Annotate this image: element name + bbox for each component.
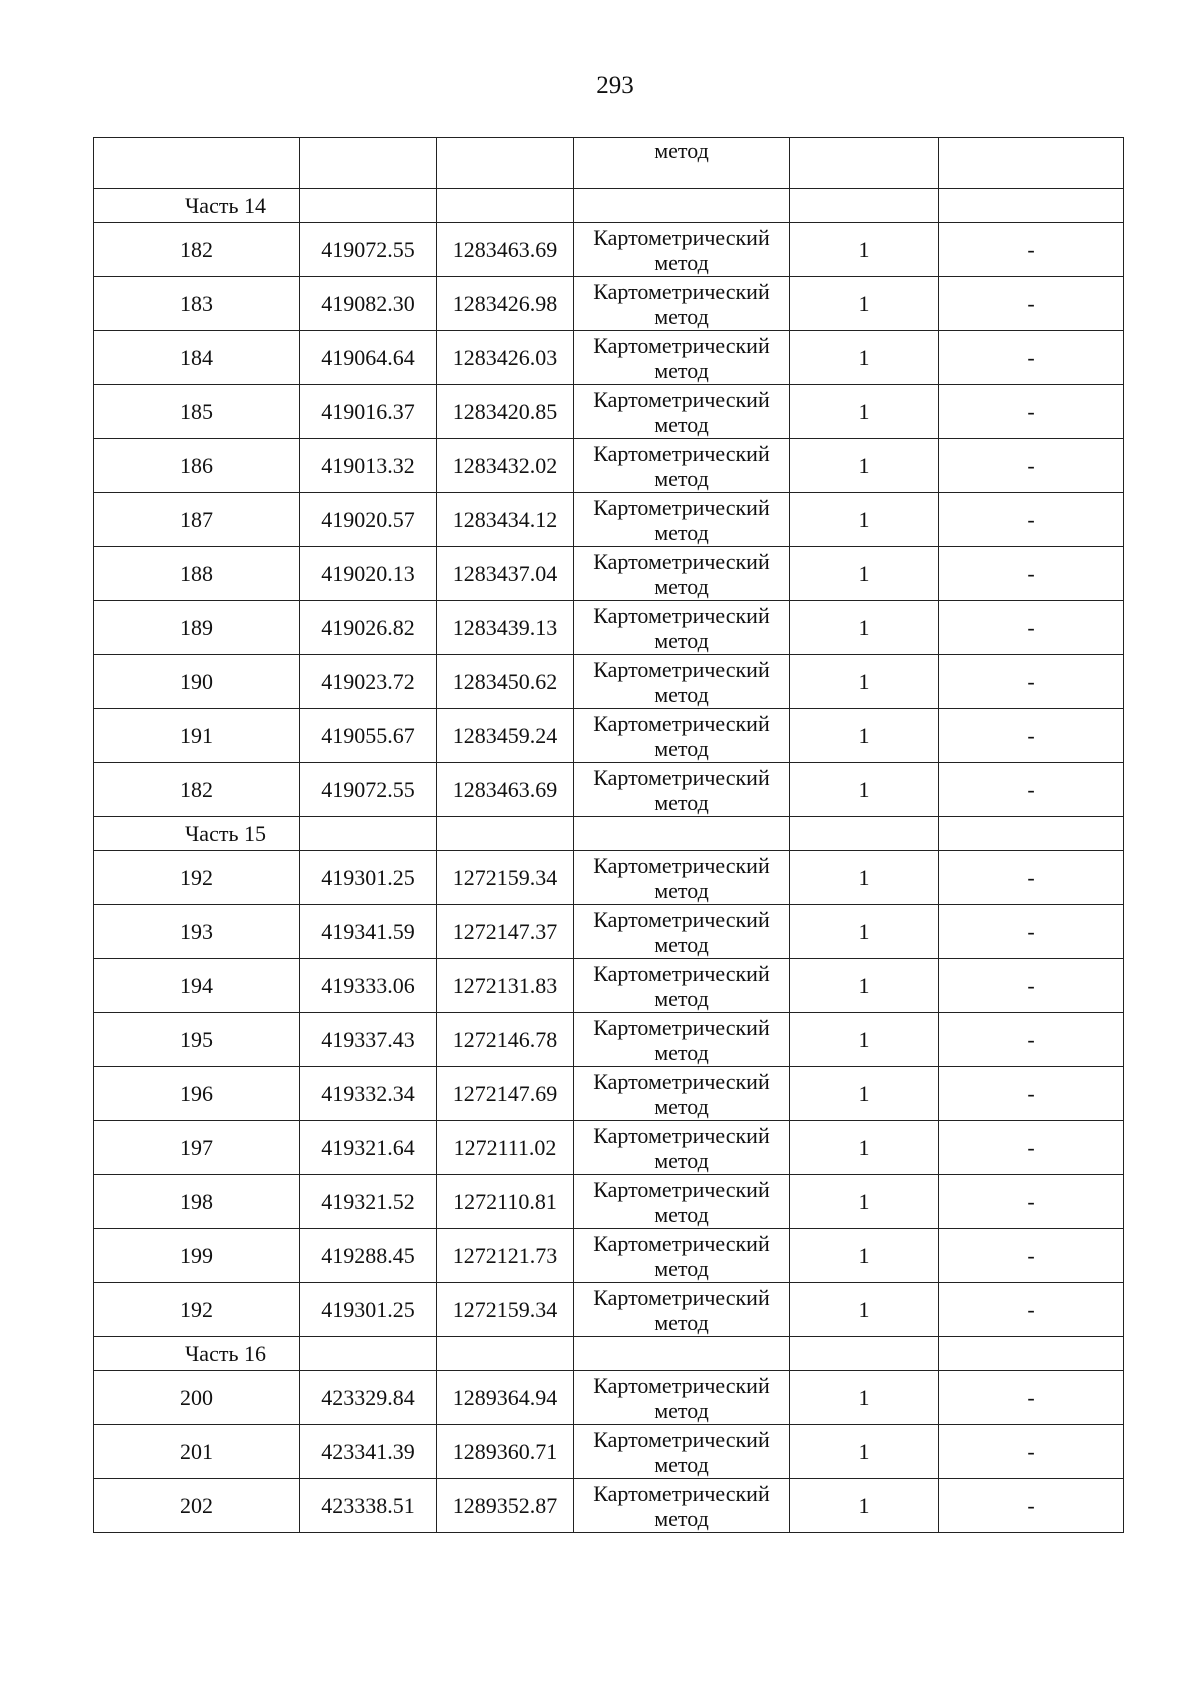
coord-y: 1283426.98 — [437, 277, 574, 331]
accuracy: 1 — [790, 385, 939, 439]
coord-x: 419072.55 — [300, 223, 437, 277]
description: - — [939, 709, 1124, 763]
accuracy: 1 — [790, 709, 939, 763]
accuracy: 1 — [790, 763, 939, 817]
continuation-row — [94, 138, 1124, 189]
description: - — [939, 223, 1124, 277]
description: - — [939, 439, 1124, 493]
coord-x: 423329.84 — [300, 1371, 437, 1425]
point-number: 186 — [94, 439, 300, 493]
accuracy: 1 — [790, 1175, 939, 1229]
method-text: Картометрический метод — [593, 764, 770, 815]
description: - — [939, 1175, 1124, 1229]
coord-x: 419332.34 — [300, 1067, 437, 1121]
coord-y: 1283426.03 — [437, 331, 574, 385]
table-row — [94, 439, 1124, 493]
method-text: Картометрический метод — [593, 1284, 770, 1335]
coord-y: 1283437.04 — [437, 547, 574, 601]
description: - — [939, 763, 1124, 817]
point-number: 182 — [94, 763, 300, 817]
coord-y: 1272147.69 — [437, 1067, 574, 1121]
section-label: Часть 15 — [94, 817, 300, 851]
table-row — [94, 1283, 1124, 1337]
method-text: Картометрический метод — [593, 1068, 770, 1119]
point-number: 192 — [94, 851, 300, 905]
method-text: Картометрический метод — [593, 1480, 770, 1531]
description: - — [939, 547, 1124, 601]
table-row — [94, 493, 1124, 547]
cell-method — [574, 1229, 790, 1283]
accuracy: 1 — [790, 1229, 939, 1283]
table-row — [94, 905, 1124, 959]
accuracy: 1 — [790, 1371, 939, 1425]
cell-method — [574, 138, 790, 189]
coord-y: 1272159.34 — [437, 851, 574, 905]
table-row — [94, 1371, 1124, 1425]
method-text: Картометрический метод — [593, 386, 770, 437]
coord-y: 1272147.37 — [437, 905, 574, 959]
accuracy: 1 — [790, 851, 939, 905]
method-text: Картометрический метод — [593, 1426, 770, 1477]
coord-x: 419055.67 — [300, 709, 437, 763]
description: - — [939, 1371, 1124, 1425]
section-header-row — [94, 817, 1124, 851]
method-text: Картометрический метод — [593, 494, 770, 545]
accuracy: 1 — [790, 1425, 939, 1479]
accuracy: 1 — [790, 655, 939, 709]
accuracy: 1 — [790, 601, 939, 655]
table-row — [94, 1013, 1124, 1067]
description: - — [939, 1121, 1124, 1175]
table-row — [94, 1121, 1124, 1175]
coord-x: 419064.64 — [300, 331, 437, 385]
cell-method — [574, 959, 790, 1013]
coord-x: 419082.30 — [300, 277, 437, 331]
method-text: Картометрический метод — [593, 1014, 770, 1065]
coord-x: 419301.25 — [300, 1283, 437, 1337]
accuracy: 1 — [790, 223, 939, 277]
cell-empty — [939, 1337, 1124, 1371]
cell-method — [574, 1067, 790, 1121]
point-number: 199 — [94, 1229, 300, 1283]
coord-y: 1283439.13 — [437, 601, 574, 655]
cell-method — [574, 1283, 790, 1337]
point-number: 198 — [94, 1175, 300, 1229]
point-number: 192 — [94, 1283, 300, 1337]
cell-empty — [790, 189, 939, 223]
coord-x: 419013.32 — [300, 439, 437, 493]
table-row — [94, 763, 1124, 817]
description: - — [939, 851, 1124, 905]
cell-empty — [300, 138, 437, 189]
accuracy: 1 — [790, 1283, 939, 1337]
coord-y: 1289360.71 — [437, 1425, 574, 1479]
cell-empty — [300, 1337, 437, 1371]
coord-y: 1283420.85 — [437, 385, 574, 439]
cell-empty — [790, 1337, 939, 1371]
description: - — [939, 655, 1124, 709]
accuracy: 1 — [790, 1479, 939, 1533]
cell-empty — [939, 138, 1124, 189]
cell-method — [574, 1121, 790, 1175]
coord-x: 419321.64 — [300, 1121, 437, 1175]
method-text: Картометрический метод — [593, 1176, 770, 1227]
coord-y: 1289352.87 — [437, 1479, 574, 1533]
cell-method — [574, 1425, 790, 1479]
coord-y: 1283450.62 — [437, 655, 574, 709]
description: - — [939, 493, 1124, 547]
cell-method — [574, 601, 790, 655]
cell-empty — [437, 1337, 574, 1371]
point-number: 191 — [94, 709, 300, 763]
cell-method — [574, 851, 790, 905]
table-row — [94, 1175, 1124, 1229]
cell-method — [574, 439, 790, 493]
method-text: Картометрический метод — [593, 1230, 770, 1281]
cell-method — [574, 331, 790, 385]
method-text: Картометрический метод — [593, 548, 770, 599]
point-number: 200 — [94, 1371, 300, 1425]
method-text: Картометрический метод — [593, 332, 770, 383]
cell-method — [574, 547, 790, 601]
cell-empty — [790, 817, 939, 851]
table-row — [94, 601, 1124, 655]
coord-y: 1272111.02 — [437, 1121, 574, 1175]
cell-method — [574, 905, 790, 959]
method-text: Картометрический метод — [593, 906, 770, 957]
coord-y: 1283434.12 — [437, 493, 574, 547]
point-number: 188 — [94, 547, 300, 601]
coord-y: 1283463.69 — [437, 763, 574, 817]
method-text: Картометрический метод — [593, 1122, 770, 1173]
method-text: метод — [654, 138, 709, 163]
cell-empty — [94, 138, 300, 189]
cell-empty — [574, 189, 790, 223]
point-number: 201 — [94, 1425, 300, 1479]
coord-x: 419023.72 — [300, 655, 437, 709]
cell-empty — [939, 817, 1124, 851]
table-row — [94, 331, 1124, 385]
table-row — [94, 709, 1124, 763]
cell-method — [574, 493, 790, 547]
coord-y: 1283432.02 — [437, 439, 574, 493]
accuracy: 1 — [790, 1013, 939, 1067]
coord-x: 419301.25 — [300, 851, 437, 905]
cell-method — [574, 1013, 790, 1067]
coord-x: 419333.06 — [300, 959, 437, 1013]
point-number: 182 — [94, 223, 300, 277]
cell-empty — [437, 817, 574, 851]
coord-x: 419020.13 — [300, 547, 437, 601]
coord-x: 423341.39 — [300, 1425, 437, 1479]
method-text: Картометрический метод — [593, 224, 770, 275]
coord-x: 419016.37 — [300, 385, 437, 439]
page-number: 293 — [596, 72, 634, 99]
cell-empty — [790, 138, 939, 189]
cell-empty — [437, 189, 574, 223]
method-text: Картометрический метод — [593, 960, 770, 1011]
point-number: 190 — [94, 655, 300, 709]
accuracy: 1 — [790, 439, 939, 493]
cell-empty — [300, 189, 437, 223]
table-row — [94, 277, 1124, 331]
description: - — [939, 959, 1124, 1013]
accuracy: 1 — [790, 547, 939, 601]
description: - — [939, 1479, 1124, 1533]
method-text: Картометрический метод — [593, 852, 770, 903]
method-text: Картометрический метод — [593, 278, 770, 329]
description: - — [939, 277, 1124, 331]
accuracy: 1 — [790, 493, 939, 547]
method-text: Картометрический метод — [593, 1372, 770, 1423]
accuracy: 1 — [790, 277, 939, 331]
section-header-row — [94, 189, 1124, 223]
description: - — [939, 905, 1124, 959]
coordinates-table-body — [94, 138, 1124, 1533]
description: - — [939, 1283, 1124, 1337]
section-header-row — [94, 1337, 1124, 1371]
coord-y: 1272146.78 — [437, 1013, 574, 1067]
coord-x: 423338.51 — [300, 1479, 437, 1533]
table-row — [94, 851, 1124, 905]
point-number: 187 — [94, 493, 300, 547]
cell-method — [574, 223, 790, 277]
table-row — [94, 547, 1124, 601]
accuracy: 1 — [790, 1067, 939, 1121]
cell-empty — [300, 817, 437, 851]
point-number: 184 — [94, 331, 300, 385]
point-number: 193 — [94, 905, 300, 959]
coord-x: 419026.82 — [300, 601, 437, 655]
coord-x: 419020.57 — [300, 493, 437, 547]
point-number: 197 — [94, 1121, 300, 1175]
method-text: Картометрический метод — [593, 656, 770, 707]
accuracy: 1 — [790, 331, 939, 385]
point-number: 195 — [94, 1013, 300, 1067]
description: - — [939, 601, 1124, 655]
section-label: Часть 14 — [94, 189, 300, 223]
coord-x: 419072.55 — [300, 763, 437, 817]
coord-x: 419288.45 — [300, 1229, 437, 1283]
point-number: 185 — [94, 385, 300, 439]
description: - — [939, 1013, 1124, 1067]
accuracy: 1 — [790, 905, 939, 959]
cell-method — [574, 1175, 790, 1229]
cell-method — [574, 385, 790, 439]
table-row — [94, 959, 1124, 1013]
description: - — [939, 331, 1124, 385]
method-text: Картометрический метод — [593, 710, 770, 761]
coordinates-table — [93, 137, 1124, 1533]
method-text: Картометрический метод — [593, 602, 770, 653]
point-number: 183 — [94, 277, 300, 331]
coord-y: 1272159.34 — [437, 1283, 574, 1337]
point-number: 196 — [94, 1067, 300, 1121]
coord-y: 1272121.73 — [437, 1229, 574, 1283]
table-row — [94, 223, 1124, 277]
cell-method — [574, 655, 790, 709]
point-number: 189 — [94, 601, 300, 655]
description: - — [939, 1229, 1124, 1283]
coord-x: 419321.52 — [300, 1175, 437, 1229]
cell-method — [574, 277, 790, 331]
accuracy: 1 — [790, 1121, 939, 1175]
table-row — [94, 1479, 1124, 1533]
cell-method — [574, 1479, 790, 1533]
method-text: Картометрический метод — [593, 440, 770, 491]
coord-y: 1289364.94 — [437, 1371, 574, 1425]
table-row — [94, 385, 1124, 439]
cell-empty — [574, 817, 790, 851]
description: - — [939, 385, 1124, 439]
cell-method — [574, 709, 790, 763]
cell-method — [574, 1371, 790, 1425]
point-number: 194 — [94, 959, 300, 1013]
section-label: Часть 16 — [94, 1337, 300, 1371]
table-row — [94, 1067, 1124, 1121]
point-number: 202 — [94, 1479, 300, 1533]
coord-x: 419337.43 — [300, 1013, 437, 1067]
cell-method — [574, 763, 790, 817]
cell-empty — [437, 138, 574, 189]
cell-empty — [574, 1337, 790, 1371]
description: - — [939, 1425, 1124, 1479]
coord-y: 1283463.69 — [437, 223, 574, 277]
table-row — [94, 655, 1124, 709]
cell-empty — [939, 189, 1124, 223]
table-row — [94, 1425, 1124, 1479]
coord-y: 1272110.81 — [437, 1175, 574, 1229]
coord-y: 1272131.83 — [437, 959, 574, 1013]
table-row — [94, 1229, 1124, 1283]
coord-x: 419341.59 — [300, 905, 437, 959]
coord-y: 1283459.24 — [437, 709, 574, 763]
accuracy: 1 — [790, 959, 939, 1013]
description: - — [939, 1067, 1124, 1121]
